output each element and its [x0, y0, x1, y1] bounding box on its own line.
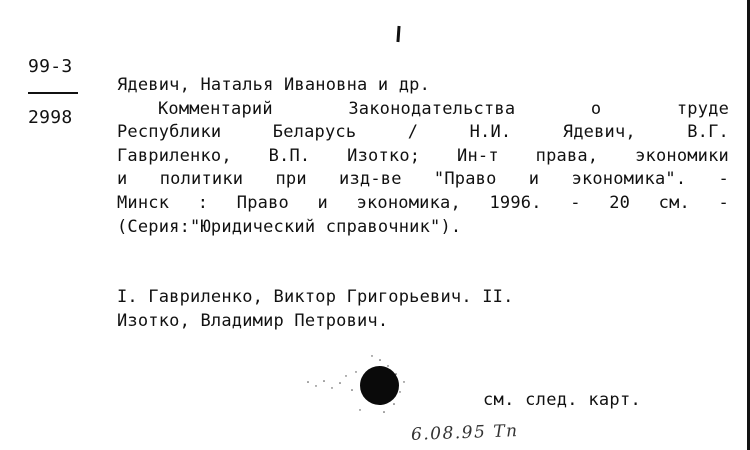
shelfmark-top: 99-3 — [28, 56, 73, 77]
record-heading: Ядевич, Наталья Ивановна и др. — [117, 75, 431, 95]
record-line-1: Комментарий Законодательства о труде — [158, 98, 729, 119]
added-entry-line-1: I. Гавриленко, Виктор Григорьевич. II. — [117, 287, 514, 307]
record-line-2: Республики Беларусь / Н.И. Ядевич, В.Г. — [117, 122, 729, 143]
punch-hole — [360, 366, 399, 405]
added-entry-line-2: Изотко, Владимир Петрович. — [117, 310, 389, 331]
shelfmark-divider — [28, 92, 78, 94]
record-line-6: (Серия:"Юридический справочник"). — [117, 216, 462, 237]
record-line-5: Минск : Право и экономика, 1996. - 20 см. - — [117, 192, 729, 213]
handwritten-date-stamp: 6.08.95 Tn — [410, 421, 519, 445]
record-line-4: и политики при изд-ве "Право и экономика". - — [117, 169, 729, 190]
shelfmark-bottom: 2998 — [28, 107, 73, 128]
top-tick-mark — [396, 26, 400, 42]
record-line-3: Гавриленко, В.П. Изотко; Ин-т права, экономики — [117, 145, 729, 166]
see-next-card: см. след. карт. — [483, 390, 642, 410]
added-entries — [117, 286, 729, 333]
bibliographic-record — [117, 74, 729, 239]
